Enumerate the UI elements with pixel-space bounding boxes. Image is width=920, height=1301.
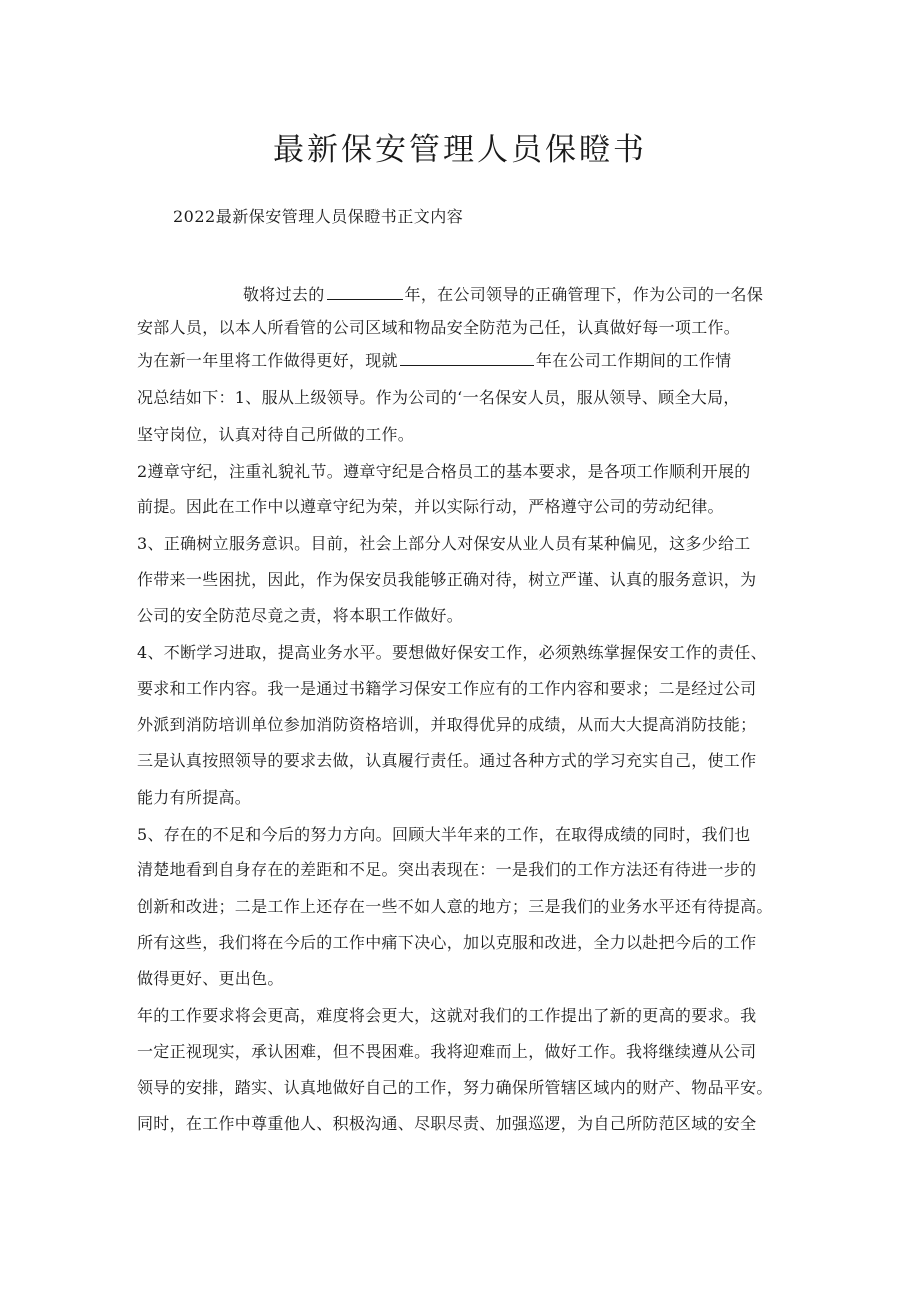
text-line: 做得更好、更出色。	[137, 969, 284, 988]
text-line: 安部人员，以本人所看管的公司区域和物品安全防范为己任，认真做好每一项工作。	[137, 318, 741, 337]
text-line: 一定正视现实，承认困难，但不畏困难。我将迎难而上，做好工作。我将继续遵从公司	[137, 1042, 757, 1061]
text-line: 所有这些，我们将在今后的工作中痛下决心，加以克服和改进，全力以赴把今后的工作	[137, 933, 757, 952]
fill-blank	[400, 351, 534, 366]
text-line: 2遵章守纪，注重礼貌礼节。遵章守纪是合格员工的基本要求，是各项工作顺利开展的	[137, 462, 751, 481]
text-line: 清楚地看到自身存在的差距和不足。突出表现在：一是我们的工作方法还有待进一步的	[137, 860, 757, 879]
text-line: 为在新一年里将工作做得更好，现就 年在公司工作期间的工作情	[137, 351, 732, 370]
text-line: 年的工作要求将会更高，难度将会更大，这就对我们的工作提出了新的更高的要求。我	[137, 1006, 757, 1025]
text-line: 4、不断学习进取，提高业务水平。要想做好保安工作，必须熟练掌握保安工作的责任、	[137, 643, 767, 662]
text-line: 同时，在工作中尊重他人、积极沟通、尽职尽责、加强巡逻，为自己所防范区域的安全	[137, 1114, 757, 1133]
text-line: 领导的安排，踏实、认真地做好自己的工作，努力确保所管辖区域内的财产、物品平安。	[137, 1078, 773, 1097]
text-line: 坚守岗位，认真对待自己所做的工作。	[137, 425, 415, 444]
document-title: 最新保安管理人员保瞪书	[273, 132, 647, 168]
text-line: 能力有所提高。	[137, 788, 252, 807]
text-line: 公司的安全防范尽竟之责，将本职工作做好。	[137, 606, 464, 625]
text-line: 敬将过去的 年，在公司领导的正确管理下，作为公司的一名保	[243, 285, 764, 304]
document-subtitle: 2022最新保安管理人员保瞪书正文内容	[173, 207, 464, 226]
text-line: 要求和工作内容。我一是通过书籍学习保安工作应有的工作内容和要求；二是经过公司	[137, 679, 757, 698]
text-line: 三是认真按照领导的要求去做，认真履行责任。通过各种方式的学习充实自己，使工作	[137, 751, 757, 770]
text-line: 外派到消防培训单位参加消防资格培训，并取得优异的成绩，从而大大提高消防技能；	[137, 715, 757, 734]
text-line: 3、正确树立服务意识。目前，社会上部分人对保安从业人员有某种偏见，这多少给工	[137, 534, 751, 553]
text-line: 作带来一些困扰，因此，作为保安员我能够正确对待，树立严谨、认真的服务意识，为	[137, 570, 757, 589]
text-line: 创新和改进；二是工作上还存在一些不如人意的地方；三是我们的业务水平还有待提高。	[137, 897, 773, 916]
text-line: 前提。因此在工作中以遵章守纪为荣，并以实际行动，严格遵守公司的劳动纪律。	[137, 497, 724, 516]
fill-blank	[327, 285, 403, 300]
text-line: 况总结如下：1、服从上级领导。作为公司的‘一名保安人员，服从领导、顾全大局，	[137, 388, 740, 407]
text-line: 5、存在的不足和今后的努力方向。回顾大半年来的工作，在取得成绩的同时，我们也	[137, 825, 751, 844]
